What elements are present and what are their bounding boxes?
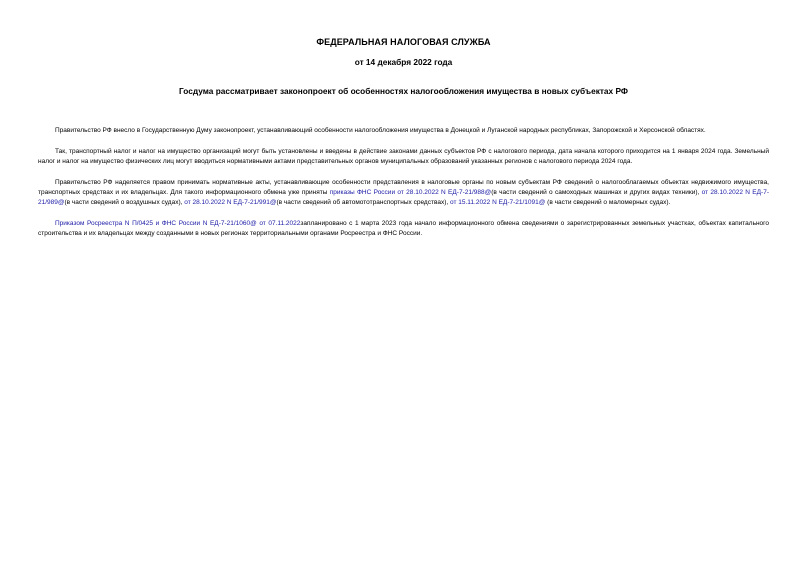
paragraph-4-text-1: запланировано с 1 марта 2023 года начало информационного обмена сведениями о зарегистрированных земельных участках, объектах капитального строительства и их владельцах между созданными в новых регионах территориальными органами Росреестра и ФНС России. bbox=[38, 220, 769, 237]
paragraph-4 bbox=[38, 219, 769, 239]
link-order-1091[interactable]: от 15.11.2022 N ЕД-7-21/1091@ bbox=[449, 199, 546, 206]
paragraph-2: Так, транспортный налог и налог на имущество организаций могут быть установлены и введены в действие законами данных субъектов РФ с налогового периода, дата начала которого приходится на 1 января 2024 года. Земельный налог и налог на имущество физических лиц могут вводиться нормативными актами представительных органов муниципальных образований указанных регионов с налогового периода 2024 года. bbox=[38, 148, 769, 165]
link-order-988[interactable]: приказы ФНС России от 28.10.2022 N ЕД-7-21/988@ bbox=[329, 189, 492, 196]
paragraph-3-text-1: Правительство РФ наделяется правом принимать нормативные акты, устанавливающие особенности представления в налоговые органы по новым субъектам РФ сведений о налогооблагаемых объектах недвижимого имущества, транспортных средствах и их владельцах. Для такого информационного обмена уже приняты bbox=[38, 179, 769, 196]
document-date: от 14 декабря 2022 года bbox=[354, 57, 453, 67]
paragraph-3 bbox=[38, 178, 769, 208]
organization-name: ФЕДЕРАЛЬНАЯ НАЛОГОВАЯ СЛУЖБА bbox=[316, 37, 491, 47]
paragraph-3-text-3: (в части сведений о воздушных судах), bbox=[64, 199, 185, 206]
paragraph-3-text-4: (в части сведений об автомототранспортных средствах), bbox=[276, 199, 450, 206]
paragraph-3-text-2: (в части сведений о самоходных машинах и других видах техники), bbox=[491, 189, 702, 196]
document-body bbox=[38, 126, 769, 250]
document-headline: Госдума рассматривает законопроект об особенностях налогообложения имущества в новых субъектах РФ bbox=[179, 86, 628, 96]
link-order-989[interactable]: от 28.10.2022 N ЕД-7-21/989@ bbox=[38, 189, 769, 206]
paragraph-3-text-5: (в части сведений о маломерных судах). bbox=[545, 199, 671, 206]
link-order-991[interactable]: от 28.10.2022 N ЕД-7-21/991@ bbox=[184, 199, 277, 206]
paragraph-1: Правительство РФ внесло в Государственную Думу законопроект, устанавливающий особенности налогообложения имущества в Донецкой и Луганской народных республиках, Запорожской и Херсонской областях. bbox=[55, 127, 706, 134]
link-rosreestr-order[interactable]: Приказом Росреестра N П/0425 и ФНС России N ЕД-7-21/1060@ от 07.11.2022 bbox=[55, 220, 301, 227]
